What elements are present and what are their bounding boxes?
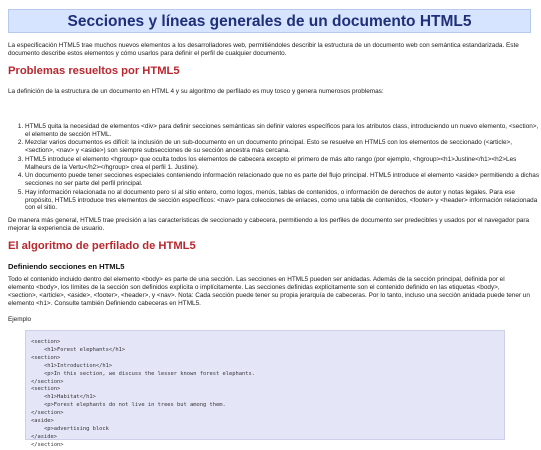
list-item: 1. HTML5 quita la necesidad de elementos <div> para definir secciones semánticas sin definir valores específicos para los atributos class, introduciendo un nuevo elemento, <section>, el elemento de sección HTML.	[25, 123, 541, 139]
code-line: <aside>	[31, 418, 54, 425]
list-item: 5. Hay información relacionada no al documento pero sí al sitio entero, como logos, menús, tablas de contenidos, o información de derechos de autor y notas legales. Para ese propósito, HTML5 introduce tres elementos de sección específicos: <nav> para colecciones de enlaces, como una tabla de contenidos, <footer> y <header> información relacionada con el sitio.	[25, 189, 541, 213]
sections-paragraph: Todo el contenido incluido dentro del elemento <body> es parte de una sección. Las secciones en HTML5 pueden ser anidadas. Además de la sección principal, definida por el elemento <body>, los límites de la sección son definidos explícita o implícitamente. Las secciones definidas explícitamente son el contenido definido en las etiquetas <body>, <section>, <article>, <aside>, <footer>, <header>, y <nav>. Nota: Cada sección puede tener su propia jerarquía de cabeceras. Por lo tanto, incluso una sección anidada puede tener un elemento <h1>. Consulte también Definiendo cabeceras en HTML5.	[8, 276, 530, 307]
code-line: </section>	[31, 410, 64, 417]
title-banner	[8, 9, 531, 33]
code-block	[31, 339, 504, 450]
page-title: Secciones y líneas generales de un documento HTML5	[67, 13, 472, 30]
example-label: Ejemplo	[8, 316, 32, 323]
code-line: <p>Forest elephants do not live in trees but among them.	[31, 402, 226, 409]
list-item: 4. Un documento puede tener secciones especiales conteniendo información relacionado que no es parte del flujo principal. HTML5 introduce el elemento <aside> permitiendo a dichas secciones no ser parte del perfil principal.	[25, 172, 541, 188]
code-line: </aside>	[31, 433, 57, 440]
code-line: <section>	[31, 386, 61, 393]
code-line: <section>	[31, 354, 61, 361]
problems-closing: De manera más general, HTML5 trae precisión a las características de seccionado y cabecera, permitiendo a los perfiles de documento ser predecibles y usados por el navegador para mejorar la experiencia de usuario.	[8, 217, 530, 232]
problems-lead: La definición de la estructura de un documento en HTML 4 y su algoritmo de perfilado es muy tosco y genera numerosos problemas:	[8, 88, 384, 95]
code-line: <p>advertising block	[31, 425, 109, 432]
code-line: <section>	[31, 339, 61, 345]
algorithm-heading: El algoritmo de perfilado de HTML5	[8, 240, 196, 252]
sections-subheading: Definiendo secciones en HTML5	[8, 262, 125, 271]
code-example	[25, 330, 505, 448]
problems-heading: Problemas resueltos por HTML5	[8, 65, 180, 77]
code-line: </section>	[31, 378, 64, 385]
list-item: 2. Mezclar varios documentos es difícil: la inclusión de un sub-documento en un documento principal. Esto se resuelve en HTML5 con los elementos de seccionado (<article>, <section>, <nav> y <aside>) son siempre subsecciones de su sección ancestra más cercana.	[25, 139, 541, 155]
code-line: <h1>Introduction</h1>	[31, 362, 113, 369]
code-line: <h1>Habitat</h1>	[31, 394, 96, 401]
code-line: <h1>Forest elephants</h1>	[31, 346, 126, 353]
problems-list	[8, 123, 541, 213]
list-item: 3. HTML5 introduce el elemento <hgroup> que oculta todos los elementos de cabecera excepto el primero de más alto rango (por ejemplo, <hgroup><h1>Justine</h1><h2>Les Malheurs de la Vertu</h2></hgroup> crea el perfil 1. Justine).	[25, 156, 541, 172]
code-line: </section>	[31, 441, 64, 448]
code-line: <p>In this section, we discuss the lesser known forest elephants.	[31, 370, 255, 377]
intro-paragraph: La especificación HTML5 trae muchos nuevos elementos a los desarrolladores web, permitiéndoles describir la estructura de un documento web con semántica estandarizada. Este documento describe estos elementos y cómo usarlos para definir el perfil de cualquier documento.	[8, 42, 519, 57]
